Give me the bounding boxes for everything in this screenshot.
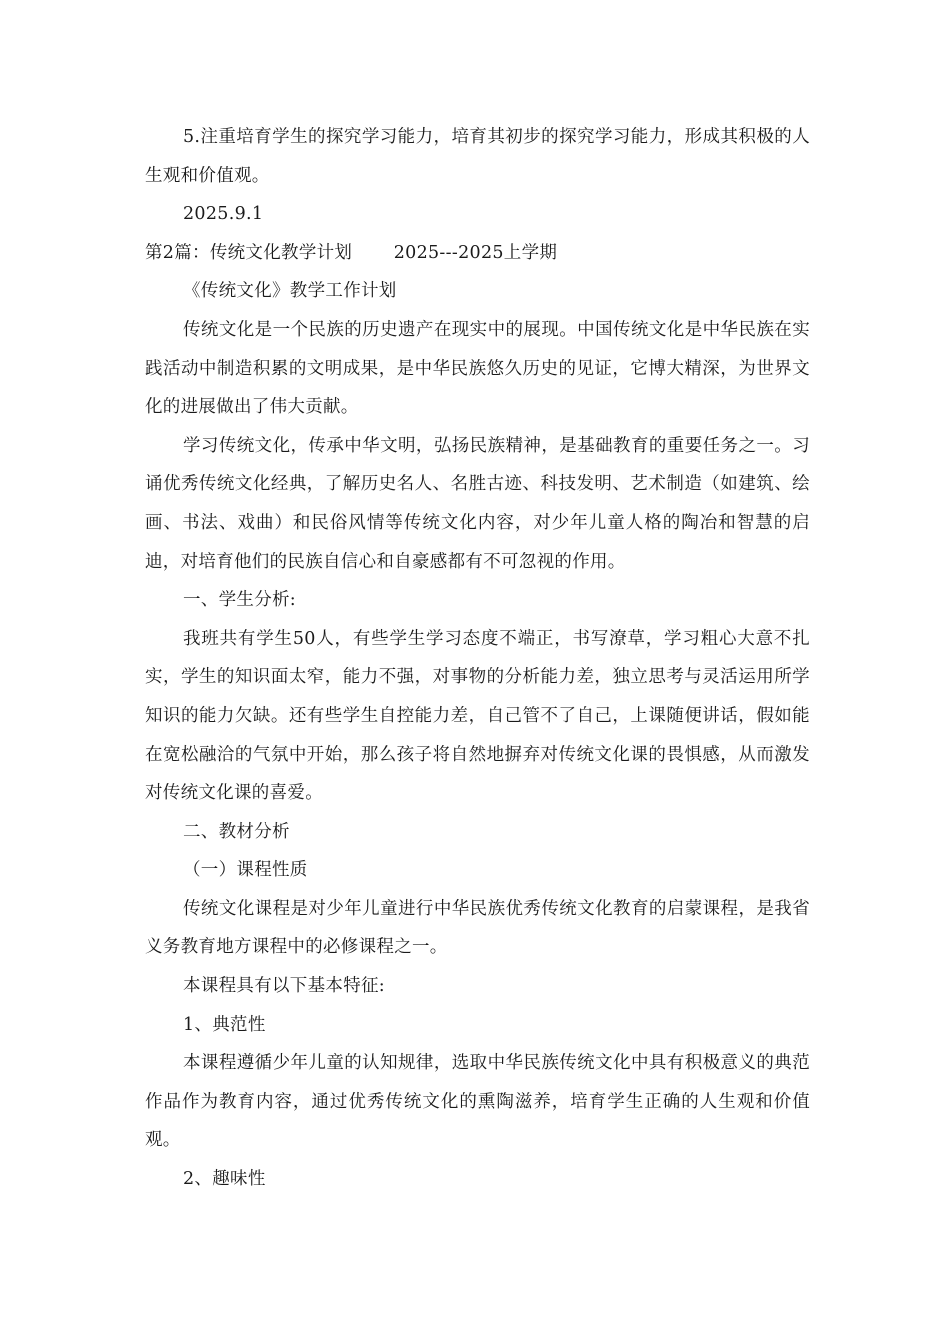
document-body [145,118,810,1199]
part-heading: 第2篇：传统文化教学计划 2025---2025上学期 [145,242,558,263]
section-heading-textbook-analysis: 二、教材分析 [183,821,290,842]
feature-heading-interesting: 2、趣味性 [183,1169,266,1190]
paragraph-goal-5: 5.注重培育学生的探究学习能力，培育其初步的探究学习能力，形成其积极的人生观和价值观。 [145,127,810,186]
paragraph-intro-1: 传统文化是一个民族的历史遗产在现实中的展现。中国传统文化是中华民族在实践活动中制造积累的文明成果，是中华民族悠久历史的见证，它博大精深，为世界文化的进展做出了伟大贡献。 [145,319,810,418]
plan-title: 《传统文化》教学工作计划 [183,281,397,302]
document-date: 2025.9.1 [183,204,264,225]
paragraph-course-nature: 传统文化课程是对少年儿童进行中华民族优秀传统文化教育的启蒙课程，是我省义务教育地方课程中的必修课程之一。 [145,898,810,958]
feature-heading-exemplary: 1、典范性 [183,1014,266,1035]
paragraph-student-analysis: 我班共有学生50人，有些学生学习态度不端正，书写潦草，学习粗心大意不扎实，学生的知识面太窄，能力不强，对事物的分析能力差，独立思考与灵活运用所学知识的能力欠缺。还有些学生自控能力差，自己管不了自己，上课随便讲话，假如能在宽松融洽的气氛中开始，那么孩子将自然地摒弃对传统文化课的畏惧感，从而激发对传统文化课的喜爱。 [145,628,810,804]
paragraph-feature-exemplary: 本课程遵循少年儿童的认知规律，选取中华民族传统文化中具有积极意义的典范作品作为教育内容，通过优秀传统文化的熏陶滋养，培育学生正确的人生观和价值观。 [145,1053,810,1151]
section-heading-student-analysis: 一、学生分析: [183,590,296,611]
paragraph-intro-2: 学习传统文化，传承中华文明，弘扬民族精神，是基础教育的重要任务之一。习诵优秀传统文化经典，了解历史名人、名胜古迹、科技发明、艺术制造（如建筑、绘画、书法、戏曲）和民俗风情等传统文化内容，对少年儿童人格的陶冶和智慧的启迪，对培育他们的民族自信心和自豪感都有不可忽视的作用。 [145,435,810,572]
subsection-heading-course-nature: （一）课程性质 [183,860,308,881]
paragraph-features-intro: 本课程具有以下基本特征: [183,976,385,997]
